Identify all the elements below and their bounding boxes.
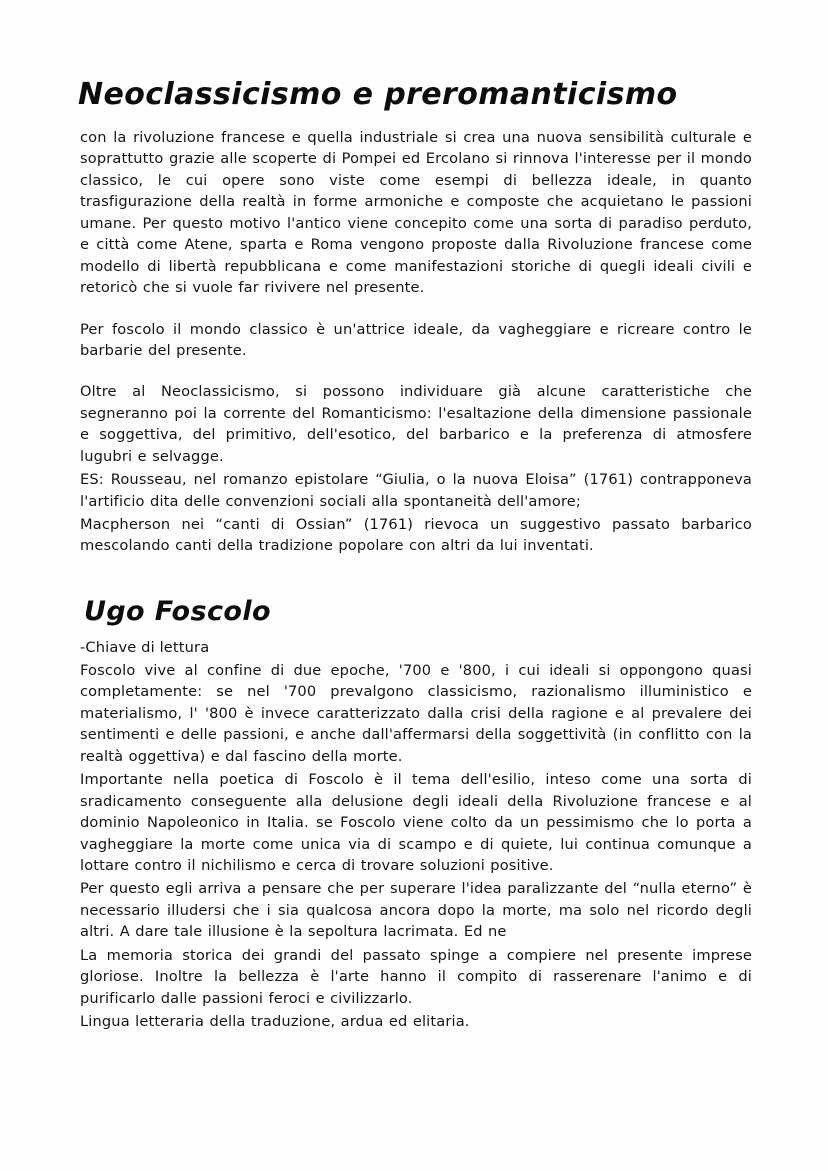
paragraph-example-rousseau: ES: Rousseau, nel romanzo epistolare “Giulia, o la nuova Eloisa” (1761) contrapponeva l'artificio dita delle convenzioni sociali alla spontaneità dell'amore; bbox=[80, 471, 752, 510]
page-title: Neoclassicismo e preromanticismo bbox=[78, 77, 678, 112]
paragraph-intro-2: Per foscolo il mondo classico è un'attrice ideale, da vagheggiare e ricreare contro le barbarie del presente. bbox=[80, 320, 752, 359]
intro-section bbox=[78, 127, 752, 557]
paragraph-foscolo-5: Lingua letteraria della traduzione, ardua ed elitaria. bbox=[80, 1013, 470, 1030]
paragraph-foscolo-1: Foscolo vive al confine di due epoche, '700 e '800, i cui ideali si oppongono quasi completamente: se nel '700 prevalgono classicismo, razionalismo illuministico e materialismo, l' '800 è invece caratterizzato dalla crisi della ragione e al prevalere dei sentimenti e delle passioni, e anche dall'affermarsi della soggettività (in conflitto con la realtà oggettiva) e dal fascino della morte. bbox=[80, 662, 752, 765]
foscolo-section bbox=[78, 637, 752, 1033]
paragraph-intro-1: con la rivoluzione francese e quella industriale si crea una nuova sensibilità culturale e soprattutto grazie alle scoperte di Pompei ed Ercolano si rinnova l'interesse per il mondo classico, le cui opere sono viste come esempi di bellezza ideale, in quanto trasfigurazione della realtà in forme armoniche e composte che acquietano le passioni umane. Per questo motivo l'antico viene concepito come una sorta di paradiso perduto, e città come Atene, sparta e Roma vengono proposte dalla Rivoluzione francese come modello di libertà repubblicana e come manifestazioni storiche di quegli ideali civili e retoricò che si vuole far rivivere nel presente. bbox=[80, 129, 752, 297]
subheading-chiave-di-lettura: -Chiave di lettura bbox=[80, 638, 210, 656]
paragraph-foscolo-4: La memoria storica dei grandi del passato spinge a compiere nel presente imprese gloriose. Inoltre la bellezza è l'arte hanno il compito di rasserenare l'animo e di purificarlo dalle passioni feroci e civilizzarlo. bbox=[80, 946, 752, 1007]
paragraph-foscolo-3: Per questo egli arriva a pensare che per superare l'idea paralizzante del “nulla eterno” è necessario illudersi che i sia qualcosa ancora dopo la morte, ma solo nel ricordo degli altri. A dare tale illusione è la sepoltura lacrimata. Ed ne bbox=[80, 880, 752, 941]
paragraph-intro-3: Oltre al Neoclassicismo, si possono individuare già alcune caratteristiche che segneranno poi la corrente del Romanticismo: l'esaltazione della dimensione passionale e soggettiva, del primitivo, dell'esotico, del barbarico e la preferenza di atmosfere lugubri e selvagge. bbox=[80, 383, 752, 465]
section-heading-ugo-foscolo: Ugo Foscolo bbox=[84, 595, 271, 627]
spacer bbox=[80, 299, 752, 319]
spacer bbox=[80, 361, 752, 381]
paragraph-foscolo-2: Importante nella poetica di Foscolo è il tema dell'esilio, inteso come una sorta di sradicamento conseguente alla delusione degli ideali della Rivoluzione francese e al dominio Napoleonico in Italia. se Foscolo viene colto da un pessimismo che lo porta a vagheggiare la morte come unica via di scampo e di quiete, lui continua comunque a lottare contro il nichilismo e cerca di trovare soluzioni positive. bbox=[80, 771, 752, 874]
paragraph-example-macpherson: Macpherson nei “canti di Ossian” (1761) rievoca un suggestivo passato barbarico mescolando canti della tradizione popolare con altri da lui inventati. bbox=[80, 516, 752, 555]
spacer bbox=[78, 557, 752, 597]
